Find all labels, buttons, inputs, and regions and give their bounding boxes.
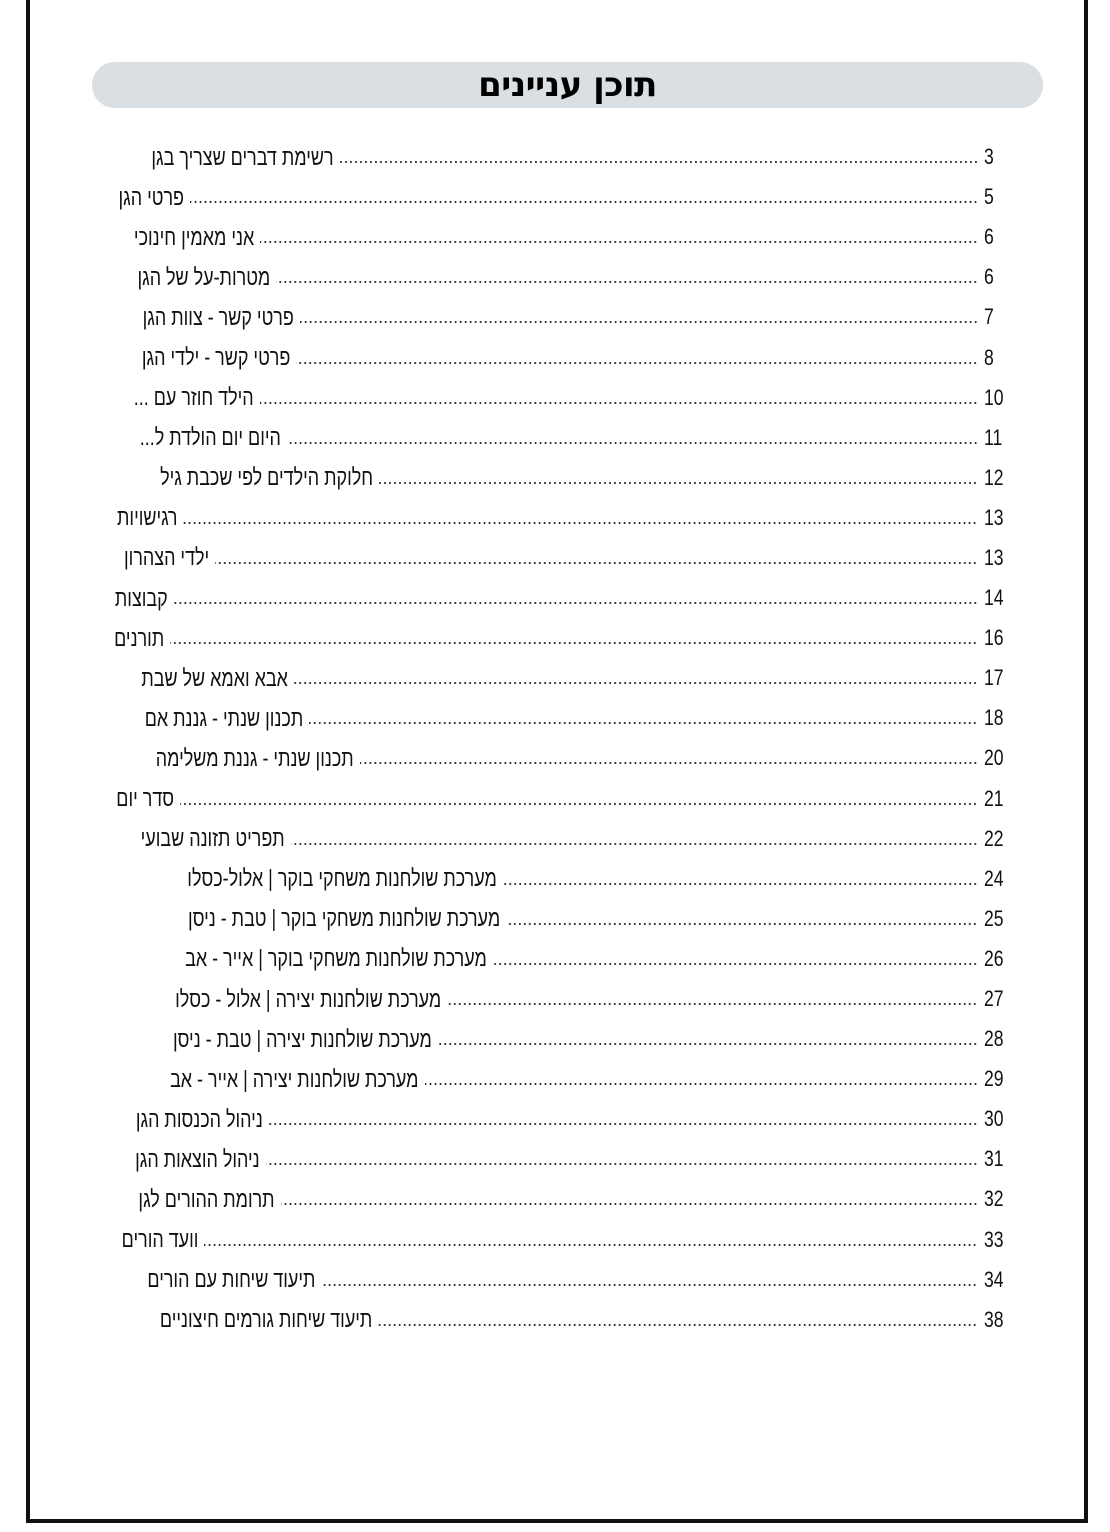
toc-entry-label-wrap — [104, 825, 285, 852]
toc-dot-leader — [294, 682, 978, 684]
toc-dot-leader — [300, 321, 978, 323]
toc-entry-page-number: 6 — [984, 264, 994, 290]
toc-entry[interactable] — [104, 498, 1008, 538]
toc-entry-label-wrap — [104, 304, 294, 331]
toc-dot-leader — [170, 642, 977, 644]
toc-entry-label: ניהול הוצאות הגן — [135, 1145, 260, 1172]
toc-entry[interactable] — [104, 698, 1008, 738]
toc-entry-label: היום יום הולדת ל... — [139, 424, 281, 451]
toc-entry[interactable] — [104, 177, 1008, 217]
toc-dot-leader — [266, 1163, 978, 1165]
toc-entry[interactable] — [104, 779, 1008, 819]
toc-entry[interactable] — [104, 217, 1008, 257]
toc-entry[interactable] — [104, 1019, 1008, 1059]
title-bar — [92, 62, 1043, 108]
toc-entry-label: מערכת שולחנות יצירה | אלול - כסלו — [175, 985, 442, 1012]
toc-entry-label-wrap — [104, 745, 354, 772]
toc-entry[interactable] — [104, 538, 1008, 578]
toc-entry[interactable] — [104, 578, 1008, 618]
toc-entry-label: רגישויות — [117, 504, 178, 531]
toc-entry-label-wrap — [104, 384, 254, 411]
toc-entry-label: אבא ואמא של שבת — [141, 664, 288, 691]
toc-entry[interactable] — [104, 297, 1008, 337]
toc-entry-label-wrap — [104, 504, 177, 531]
toc-entry-label-wrap — [104, 1026, 432, 1053]
toc-entry-label: תיעוד שיחות עם הורים — [147, 1266, 316, 1293]
toc-entry-label: סדר יום — [116, 785, 175, 812]
page-title: תוכן עניינים — [478, 65, 657, 105]
toc-entry-page-number: 11 — [984, 424, 1003, 450]
toc-entry[interactable] — [104, 1300, 1008, 1340]
toc-entry-label-wrap — [104, 1106, 263, 1133]
toc-entry-label-wrap — [104, 905, 500, 932]
toc-entry-label-wrap — [104, 986, 441, 1013]
toc-entry-page-number: 21 — [983, 785, 1004, 811]
toc-entry[interactable] — [104, 458, 1008, 498]
toc-entry-label-wrap — [104, 1306, 372, 1333]
toc-dot-leader — [378, 1324, 977, 1326]
toc-entry-label-wrap — [104, 424, 281, 451]
toc-entry-page-number: 34 — [983, 1266, 1004, 1292]
toc-entry-label-wrap — [104, 705, 303, 732]
toc-entry-label-wrap — [104, 625, 164, 652]
toc-entry-page-number: 24 — [983, 865, 1004, 891]
toc-entry-label: חלוקת הילדים לפי שכבת גיל — [160, 464, 374, 491]
toc-entry-label: הילד חוזר עם ... — [133, 384, 254, 411]
toc-dot-leader — [379, 482, 977, 484]
toc-entry-label: מערכת שולחנות משחקי בוקר | טבת - ניסן — [188, 905, 501, 932]
toc-entry-page-number: 20 — [983, 745, 1004, 771]
toc-dot-leader — [425, 1083, 978, 1085]
toc-entry-label: תרומת ההורים לגן — [138, 1185, 275, 1212]
toc-dot-leader — [276, 281, 978, 283]
toc-entry-label: מערכת שולחנות משחקי בוקר | אלול-כסלו — [187, 865, 497, 892]
toc-entry-page-number: 13 — [983, 504, 1004, 530]
toc-entry-label: פרטי קשר - ילדי הגן — [141, 344, 291, 371]
toc-dot-leader — [340, 161, 978, 163]
toc-dot-leader — [309, 722, 977, 724]
toc-dot-leader — [180, 803, 977, 805]
toc-dot-leader — [281, 1203, 978, 1205]
toc-entry-page-number: 8 — [984, 344, 994, 370]
toc-entry-page-number: 27 — [983, 986, 1004, 1012]
toc-entry-label: תכנון שנתי - גננת אם — [144, 704, 304, 731]
toc-entry-page-number: 22 — [983, 825, 1004, 851]
toc-entry[interactable] — [104, 859, 1008, 899]
toc-dot-leader — [183, 522, 977, 524]
toc-dot-leader — [269, 1123, 978, 1125]
toc-entry[interactable] — [104, 658, 1008, 698]
toc-entry-page-number: 33 — [983, 1226, 1004, 1252]
toc-dot-leader — [493, 963, 978, 965]
toc-dot-leader — [360, 762, 978, 764]
toc-entry-label: פרטי קשר - צוות הגן — [142, 303, 294, 330]
table-of-contents — [104, 137, 1008, 1340]
toc-dot-leader — [503, 883, 978, 885]
toc-entry-label: וועד הורים — [121, 1226, 199, 1253]
toc-dot-leader — [321, 1284, 977, 1286]
toc-entry[interactable] — [104, 899, 1008, 939]
toc-entry-page-number: 7 — [984, 304, 994, 330]
toc-entry[interactable] — [104, 979, 1008, 1019]
toc-entry-page-number: 5 — [984, 184, 994, 210]
toc-entry[interactable] — [104, 618, 1008, 658]
toc-entry-label: קבוצות — [114, 584, 168, 611]
toc-entry[interactable] — [104, 137, 1008, 177]
toc-entry-label: ניהול הכנסות הגן — [135, 1105, 263, 1132]
toc-entry-page-number: 17 — [983, 665, 1004, 691]
toc-entry-page-number: 32 — [983, 1186, 1004, 1212]
toc-entry-label: ילדי הצהרון — [124, 544, 210, 571]
toc-entry-page-number: 18 — [983, 705, 1004, 731]
toc-entry[interactable] — [104, 1059, 1008, 1099]
toc-entry-page-number: 25 — [983, 905, 1004, 931]
toc-entry-label: תיעוד שיחות גורמים חיצוניים — [159, 1306, 373, 1333]
toc-entry[interactable] — [104, 337, 1008, 377]
toc-entry-label-wrap — [104, 344, 290, 371]
toc-entry-label-wrap — [104, 1266, 315, 1293]
toc-entry[interactable] — [104, 1179, 1008, 1219]
toc-entry-label-wrap — [104, 144, 334, 171]
toc-entry-label: פרטי הגן — [118, 183, 184, 210]
toc-dot-leader — [287, 442, 978, 444]
toc-entry[interactable] — [104, 1260, 1008, 1300]
toc-entry-label-wrap — [104, 264, 270, 291]
toc-dot-leader — [447, 1003, 977, 1005]
toc-dot-leader — [260, 241, 978, 243]
toc-entry-page-number: 6 — [984, 224, 994, 250]
toc-entry-label-wrap — [104, 224, 254, 251]
toc-entry-label: תורנים — [114, 624, 165, 651]
toc-dot-leader — [190, 201, 978, 203]
toc-entry-page-number: 12 — [983, 464, 1004, 490]
toc-entry[interactable] — [104, 1099, 1008, 1139]
toc-entry[interactable] — [104, 939, 1008, 979]
toc-entry-page-number: 14 — [983, 585, 1004, 611]
toc-entry-page-number: 31 — [983, 1146, 1004, 1172]
toc-entry[interactable] — [104, 738, 1008, 778]
toc-entry-label-wrap — [104, 544, 209, 571]
toc-dot-leader — [291, 843, 978, 845]
toc-entry-label-wrap — [104, 1226, 198, 1253]
toc-entry-page-number: 10 — [983, 384, 1004, 410]
toc-entry-label: תפריט תזונה שבועי — [140, 825, 285, 852]
toc-entry-label-wrap — [104, 1146, 260, 1173]
toc-entry-label: רשימת דברים שצריך בגן — [151, 143, 334, 170]
toc-dot-leader — [296, 362, 978, 364]
toc-entry-label-wrap — [104, 665, 288, 692]
toc-dot-leader — [204, 1244, 977, 1246]
toc-dot-leader — [260, 402, 978, 404]
toc-entry-label: מערכת שולחנות יצירה | אייר - אב — [170, 1065, 419, 1092]
toc-entry[interactable] — [104, 418, 1008, 458]
toc-entry[interactable] — [104, 1139, 1008, 1179]
toc-entry-page-number: 13 — [983, 544, 1004, 570]
toc-entry[interactable] — [104, 257, 1008, 297]
toc-entry-page-number: 16 — [983, 625, 1004, 651]
toc-entry-label-wrap — [104, 945, 487, 972]
toc-entry-label-wrap — [104, 865, 497, 892]
toc-entry[interactable] — [104, 819, 1008, 859]
toc-dot-leader — [506, 923, 977, 925]
toc-dot-leader — [438, 1043, 978, 1045]
toc-dot-leader — [215, 562, 977, 564]
toc-entry-page-number: 3 — [984, 144, 994, 170]
toc-entry-label: מערכת שולחנות משחקי בוקר | אייר - אב — [185, 945, 487, 972]
toc-entry-label-wrap — [104, 184, 184, 211]
toc-entry-page-number: 30 — [983, 1106, 1004, 1132]
toc-entry-label: תכנון שנתי - גננת משלימה — [155, 744, 354, 771]
toc-entry[interactable] — [104, 1220, 1008, 1260]
toc-entry-page-number: 29 — [983, 1066, 1004, 1092]
toc-entry-label: אני מאמין חינוכי — [133, 223, 255, 250]
toc-entry-page-number: 38 — [983, 1306, 1004, 1332]
toc-entry-label: מטרות-על של הגן — [137, 263, 271, 290]
toc-entry-label-wrap — [104, 1186, 275, 1213]
toc-entry-label: מערכת שולחנות יצירה | טבת - ניסן — [172, 1025, 432, 1052]
toc-entry-label-wrap — [104, 1066, 419, 1093]
toc-entry[interactable] — [104, 378, 1008, 418]
toc-entry-page-number: 28 — [983, 1026, 1004, 1052]
toc-entry-label-wrap — [104, 585, 168, 612]
toc-entry-page-number: 26 — [983, 945, 1004, 971]
toc-entry-label-wrap — [104, 785, 174, 812]
toc-dot-leader — [174, 602, 978, 604]
toc-entry-label-wrap — [104, 464, 373, 491]
